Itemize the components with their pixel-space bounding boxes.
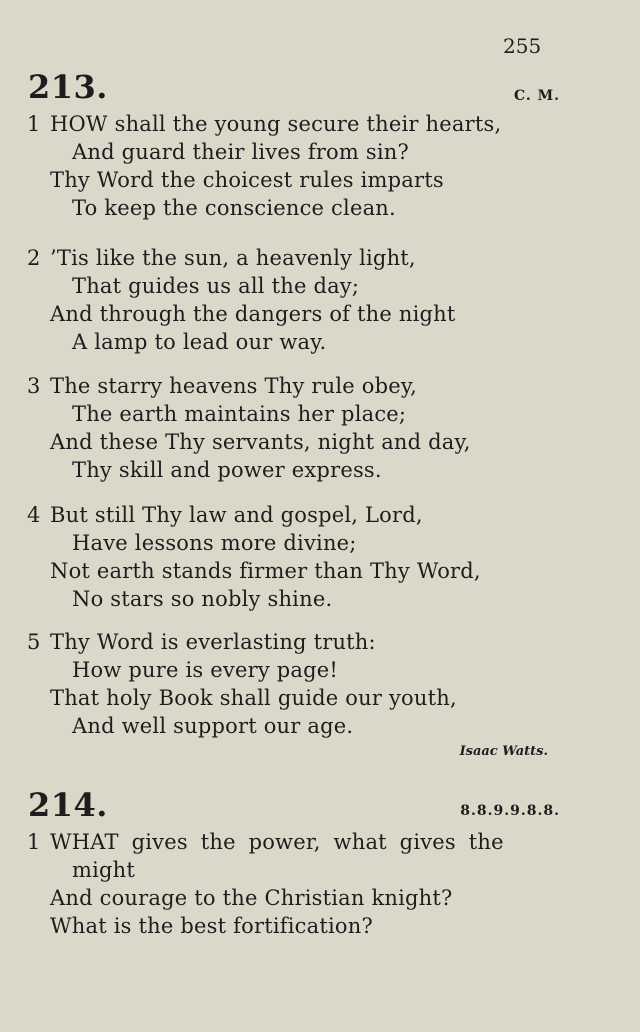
hymn-meter: 8.8.9.9.8.8.	[460, 803, 560, 819]
verse-text: And through the dangers of the night	[50, 302, 456, 326]
verse-text: That guides us all the day;	[72, 274, 360, 298]
verse-text: might	[72, 858, 136, 882]
author-attribution: Isaac Watts.	[459, 744, 548, 759]
verse-text: That holy Book shall guide our youth,	[50, 686, 457, 710]
verse-text: But still Thy law and gospel, Lord,	[50, 503, 423, 527]
stanza-number: 2	[27, 246, 41, 270]
verse-text: How pure is every page!	[72, 658, 339, 682]
verse-text: No stars so nobly shine.	[72, 587, 333, 611]
page-number: 255	[503, 34, 542, 58]
stanza-number: 5	[27, 630, 41, 654]
verse-text: What is the best fortification?	[50, 914, 373, 938]
verse-text: Thy skill and power express.	[72, 458, 382, 482]
verse-text: And these Thy servants, night and day,	[50, 430, 471, 454]
verse-text: And well support our age.	[72, 714, 354, 738]
verse-text: ’Tis like the sun, a heavenly light,	[50, 246, 416, 270]
verse-text: And guard their lives from sin?	[72, 140, 409, 164]
stanza-number: 1	[27, 112, 41, 136]
verse-text: Have lessons more divine;	[72, 531, 357, 555]
stanza-number: 4	[27, 503, 41, 527]
verse-text: And courage to the Christian knight?	[50, 886, 453, 910]
verse-text: The earth maintains her place;	[72, 402, 407, 426]
verse-text: Thy Word the choicest rules imparts	[50, 168, 444, 192]
hymn-meter: C. M.	[513, 88, 560, 104]
stanza-number: 1	[27, 830, 41, 854]
verse-text: Thy Word is everlasting truth:	[50, 630, 376, 654]
hymn-number: 213.	[28, 68, 108, 106]
verse-text: To keep the conscience clean.	[72, 196, 396, 220]
verse-text: Not earth stands firmer than Thy Word,	[50, 559, 481, 583]
stanza-number: 3	[27, 374, 41, 398]
verse-text: A lamp to lead our way.	[72, 330, 327, 354]
hymn-number: 214.	[28, 786, 108, 824]
verse-text: WHAT gives the power, what gives the	[50, 830, 504, 854]
verse-text: HOW shall the young secure their hearts,	[50, 112, 502, 136]
verse-text: The starry heavens Thy rule obey,	[50, 374, 418, 398]
